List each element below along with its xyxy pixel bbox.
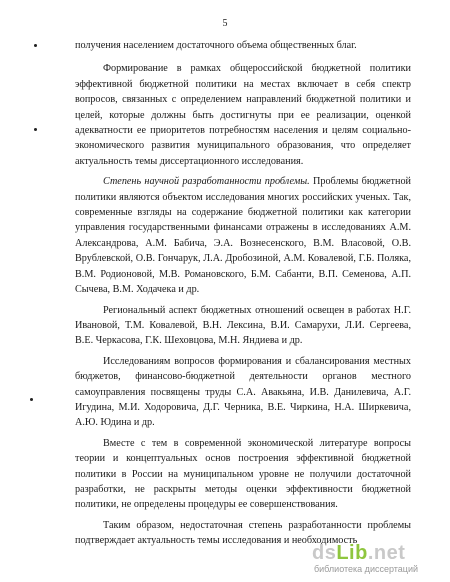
research-degree-text: Проблемы бюджетной политики являются объектом исследования многих российских ученых. Так, современные взгляды на содержание бюджетной политики как категории управления государственными финансами отражены в исследованиях А.М. Александрова, А.М. Бабича, Э.А. Вознесенского, В.М. Власовой, О.В. Врублевской, О.В. Гончарук, Л.А. Дробозиной, А.М. Ковалевой, Г.Б. Поляка, В.М. Родионовой, М.В. Романовского, Б.М. Сабанти, В.П. Семенова, А.П. Сычева, В.М. Ходачека и др. bbox=[75, 176, 411, 296]
paragraph-research-degree bbox=[75, 174, 411, 297]
research-degree-heading: Степень научной разработанности проблемы. bbox=[103, 176, 310, 188]
paragraph-regional-aspect: Региональный аспект бюджетных отношений освещен в работах Н.Г. Ивановой, Т.М. Ковалевой, В.Н. Лексина, В.И. Самарухи, Л.И. Сергеева, В.Е. Черкасова, Г.К. Шеховцова, М.Н. Яндиева и др. bbox=[75, 304, 411, 347]
paragraph-conclusion: Таким образом, недостаточная степень разработанности проблемы подтверждает актуальность темы исследования и необходимость bbox=[75, 519, 411, 547]
margin-dot bbox=[34, 128, 37, 131]
dslib-watermark bbox=[312, 542, 442, 576]
paragraph-relevance: Формирование в рамках общероссийской бюджетной политики эффективной бюджетной политики на местах включает в себя спектр вопросов, связанных с определением направлений бюджетной политики и целей, которые должны быть достигнуты при ее реализации, оценкой адекватности ее приоритетов потребностям населения и целям социально-экономического развития муниципального образования, что определяет актуальность темы диссертационного исследования. bbox=[75, 63, 411, 167]
paragraph-gaps: Вместе с тем в современной экономической литературе вопросы теории и концептуальных основ построения эффективной бюджетной политики в России на муниципальном уровне не получили достаточной разработки, не раскрыты методы оценки эффективности бюджетной политики, не определены процедуры ее совершенствования. bbox=[75, 437, 411, 511]
paragraph-local-budgets: Исследованиям вопросов формирования и сбалансирования местных бюджетов, финансово-бюджетной деятельности органов местного самоуправления посвящены труды С.А. Авакьяна, И.В. Данилевича, А.Г. Игудина, М.И. Ходоровича, Д.Г. Черника, В.Е. Чиркина, Н.А. Ширкевича, А.Ю. Юдина и др. bbox=[75, 355, 411, 429]
document-body bbox=[75, 38, 411, 554]
paragraph-continuation: получения населением достаточного объема общественных благ. bbox=[75, 40, 357, 51]
margin-dot bbox=[30, 398, 33, 401]
page-number: 5 bbox=[222, 18, 228, 29]
margin-dot bbox=[34, 44, 37, 47]
dslib-subtitle: библиотека диссертаций bbox=[314, 564, 419, 574]
dslib-logo: dsLib.net bbox=[312, 542, 406, 564]
